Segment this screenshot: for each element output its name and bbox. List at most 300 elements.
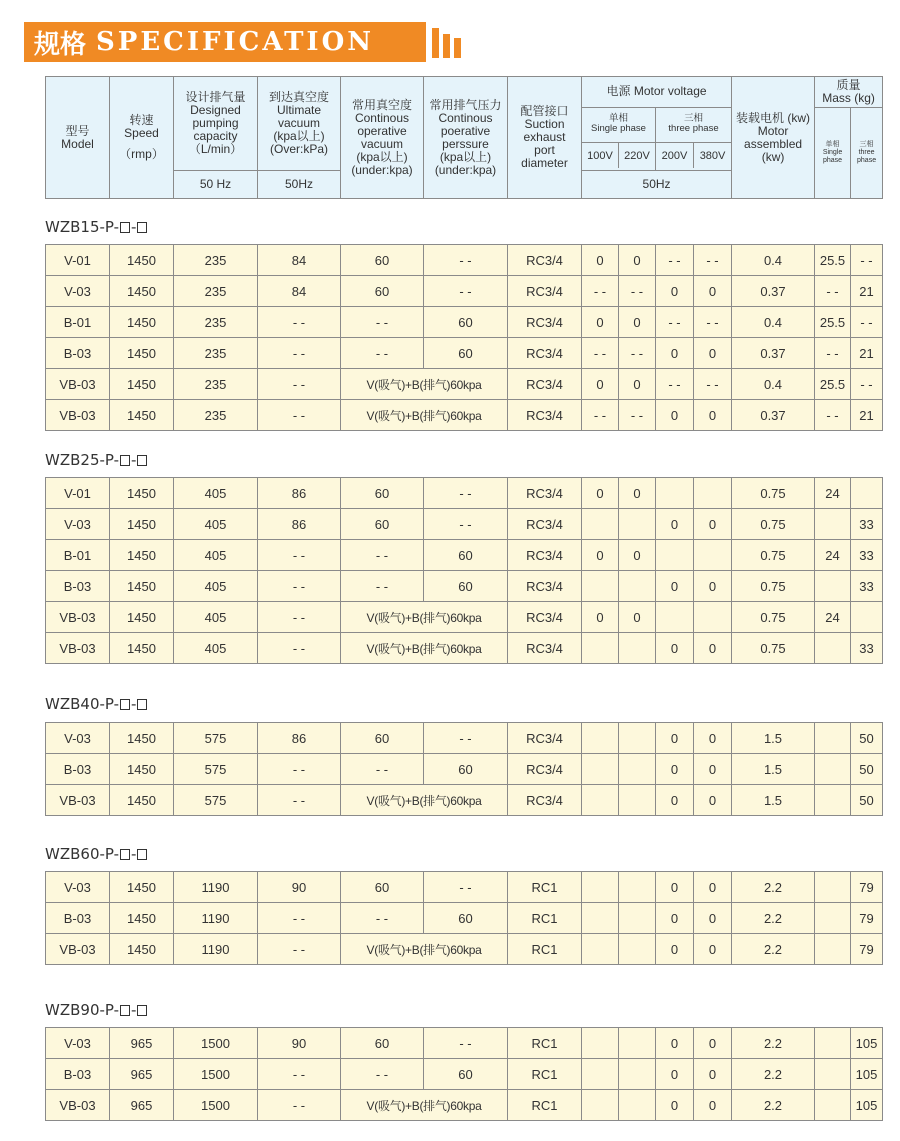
table-cell <box>656 478 694 509</box>
table-cell: 60 <box>341 509 424 540</box>
table-cell <box>582 872 619 903</box>
table-cell: 2.2 <box>732 1090 815 1121</box>
table-cell: 60 <box>341 872 424 903</box>
table-cell: 1500 <box>174 1059 258 1090</box>
title-box <box>24 22 426 62</box>
table-cell: 235 <box>174 400 258 431</box>
table-cell: RC1 <box>508 1090 582 1121</box>
table-cell: V-03 <box>46 872 110 903</box>
table-cell: - - <box>341 307 424 338</box>
table-cell <box>582 785 619 816</box>
table-cell: 0 <box>694 872 732 903</box>
table-cell: 105 <box>851 1059 883 1090</box>
table-cell: 405 <box>174 602 258 633</box>
spec-table <box>45 871 883 965</box>
section-title <box>45 1001 148 1019</box>
placeholder-box-icon <box>137 222 147 233</box>
table-row <box>46 400 883 431</box>
table-cell: 0 <box>694 723 732 754</box>
table-cell: 0.75 <box>732 509 815 540</box>
table-cell: - - <box>341 540 424 571</box>
table-cell: - - <box>341 754 424 785</box>
table-cell: 0 <box>582 245 619 276</box>
table-cell: RC1 <box>508 934 582 965</box>
table-row <box>46 509 883 540</box>
table-row <box>46 369 883 400</box>
table-cell: RC3/4 <box>508 307 582 338</box>
table-cell: 965 <box>110 1090 174 1121</box>
table-cell: VB-03 <box>46 400 110 431</box>
table-cell: V(吸气)+B(排气)60kpa <box>341 785 508 816</box>
spec-table <box>45 722 883 816</box>
table-row <box>46 276 883 307</box>
placeholder-box-icon <box>120 222 130 233</box>
table-cell: - - <box>258 571 341 602</box>
table-cell: 0 <box>582 478 619 509</box>
table-cell <box>815 1059 851 1090</box>
volt-100: 100V <box>582 143 619 168</box>
table-cell: 1500 <box>174 1028 258 1059</box>
table-cell: - - <box>582 400 619 431</box>
section-separator: - <box>131 695 137 713</box>
table-cell: 50 <box>851 723 883 754</box>
table-cell: 0 <box>656 400 694 431</box>
table-cell: 50 <box>851 785 883 816</box>
table-cell: 2.2 <box>732 1028 815 1059</box>
table-cell: VB-03 <box>46 1090 110 1121</box>
table-cell: - - <box>258 934 341 965</box>
table-row <box>46 338 883 369</box>
section-title <box>45 218 148 236</box>
table-cell: 0.37 <box>732 276 815 307</box>
header-three-phase: 三相 three phase 200V 380V <box>656 107 732 170</box>
title-en: SPECIFICATION <box>96 27 375 57</box>
table-cell: - - <box>619 400 656 431</box>
header-mass-three: 三相 three phase <box>851 107 883 199</box>
table-cell: 60 <box>341 276 424 307</box>
table-row <box>46 571 883 602</box>
table-cell: 1450 <box>110 903 174 934</box>
table-row <box>46 307 883 338</box>
section-separator: - <box>131 845 137 863</box>
table-cell: 0 <box>694 509 732 540</box>
table-cell: 0 <box>656 276 694 307</box>
table-cell: 405 <box>174 540 258 571</box>
table-cell: VB-03 <box>46 369 110 400</box>
table-cell: 84 <box>258 245 341 276</box>
table-cell <box>694 478 732 509</box>
volt-380: 380V <box>699 149 726 162</box>
table-cell: - - <box>694 307 732 338</box>
table-cell: V(吸气)+B(排气)60kpa <box>341 1090 508 1121</box>
table-cell: 0 <box>656 1059 694 1090</box>
table-cell: 0.4 <box>732 369 815 400</box>
table-cell: 0.75 <box>732 602 815 633</box>
table-cell: - - <box>656 369 694 400</box>
table-cell <box>815 633 851 664</box>
table-cell: 0 <box>694 400 732 431</box>
table-cell: 1450 <box>110 245 174 276</box>
table-cell: 25.5 <box>815 369 851 400</box>
table-cell <box>815 723 851 754</box>
table-cell: 0 <box>619 602 656 633</box>
table-cell: 0.37 <box>732 400 815 431</box>
table-cell <box>851 602 883 633</box>
table-cell: RC3/4 <box>508 602 582 633</box>
spec-header-table <box>45 76 883 199</box>
section-separator: - <box>131 451 137 469</box>
table-cell: 33 <box>851 633 883 664</box>
table-cell: 965 <box>110 1028 174 1059</box>
table-cell: 1190 <box>174 903 258 934</box>
table-cell: 1450 <box>110 478 174 509</box>
table-cell: - - <box>258 400 341 431</box>
table-cell: 0 <box>656 633 694 664</box>
table-cell <box>694 540 732 571</box>
table-cell <box>619 571 656 602</box>
table-cell: - - <box>656 245 694 276</box>
table-cell: - - <box>424 723 508 754</box>
table-cell: RC3/4 <box>508 509 582 540</box>
table-cell: 0 <box>656 723 694 754</box>
table-cell: 60 <box>424 338 508 369</box>
table-cell: 2.2 <box>732 903 815 934</box>
table-cell: VB-03 <box>46 934 110 965</box>
table-cell: B-01 <box>46 307 110 338</box>
table-cell <box>582 1090 619 1121</box>
table-cell: 0.4 <box>732 245 815 276</box>
table-cell: 1450 <box>110 754 174 785</box>
table-cell: 0 <box>694 785 732 816</box>
title-cn: 规格 <box>34 29 87 60</box>
table-cell: 0 <box>656 338 694 369</box>
table-cell: 60 <box>424 754 508 785</box>
table-cell: 1450 <box>110 307 174 338</box>
section-separator: - <box>131 1001 137 1019</box>
table-cell: V-01 <box>46 478 110 509</box>
table-cell: 0 <box>656 1090 694 1121</box>
table-cell: 21 <box>851 338 883 369</box>
table-cell: - - <box>258 602 341 633</box>
table-cell: 0 <box>619 245 656 276</box>
header-capacity: 设计排气量 Designed pumping capacity （L/min） <box>174 77 258 171</box>
table-cell: 105 <box>851 1028 883 1059</box>
table-row <box>46 903 883 934</box>
header-operative-pressure: 常用排气压力 Continous poerative perssure (kpa以上) (under:kpa) <box>424 77 508 199</box>
table-cell <box>815 509 851 540</box>
header-ultimate-vacuum: 到达真空度 Ultimate vacuum (kpa以上) (Over:kPa) <box>258 77 341 171</box>
table-cell: 0.75 <box>732 540 815 571</box>
table-cell: 79 <box>851 903 883 934</box>
table-cell: 2.2 <box>732 1059 815 1090</box>
table-cell: - - <box>851 307 883 338</box>
table-cell: RC3/4 <box>508 571 582 602</box>
table-cell: RC3/4 <box>508 478 582 509</box>
table-cell: 1.5 <box>732 785 815 816</box>
table-cell: V-03 <box>46 1028 110 1059</box>
table-cell: 1450 <box>110 633 174 664</box>
table-cell: 1450 <box>110 369 174 400</box>
table-row <box>46 245 883 276</box>
table-cell: - - <box>258 540 341 571</box>
table-cell <box>619 872 656 903</box>
table-cell: RC3/4 <box>508 540 582 571</box>
table-row <box>46 1059 883 1090</box>
table-cell <box>815 872 851 903</box>
table-cell: 575 <box>174 785 258 816</box>
table-cell: 0.4 <box>732 307 815 338</box>
table-cell <box>815 1090 851 1121</box>
table-cell: 0 <box>694 1028 732 1059</box>
table-cell: - - <box>694 369 732 400</box>
table-cell: - - <box>341 903 424 934</box>
table-cell: 0 <box>619 540 656 571</box>
table-cell: - - <box>582 276 619 307</box>
table-cell <box>815 754 851 785</box>
table-cell: 405 <box>174 478 258 509</box>
table-cell: 0 <box>694 754 732 785</box>
section-prefix: WZB15-P- <box>45 218 120 236</box>
table-cell: - - <box>341 338 424 369</box>
table-cell: 60 <box>341 1028 424 1059</box>
volt-220: 220V <box>624 149 650 162</box>
table-cell: 1450 <box>110 785 174 816</box>
table-cell: - - <box>619 338 656 369</box>
table-cell: RC3/4 <box>508 400 582 431</box>
table-cell: RC3/4 <box>508 754 582 785</box>
table-row <box>46 540 883 571</box>
table-cell: 235 <box>174 276 258 307</box>
table-cell: 1450 <box>110 338 174 369</box>
table-row <box>46 1028 883 1059</box>
table-row <box>46 754 883 785</box>
table-cell: 0 <box>656 754 694 785</box>
table-cell: 84 <box>258 276 341 307</box>
table-cell: - - <box>619 276 656 307</box>
table-cell: 0 <box>582 307 619 338</box>
table-cell: 25.5 <box>815 307 851 338</box>
table-cell: RC3/4 <box>508 785 582 816</box>
table-cell: 0.75 <box>732 633 815 664</box>
header-mass: 质量 Mass (kg) <box>815 77 883 108</box>
table-cell: 1.5 <box>732 723 815 754</box>
table-cell: RC3/4 <box>508 338 582 369</box>
table-cell: 0 <box>694 571 732 602</box>
table-cell: - - <box>694 245 732 276</box>
placeholder-box-icon <box>137 455 147 466</box>
table-cell: 86 <box>258 723 341 754</box>
table-cell: - - <box>424 872 508 903</box>
ultimate-unit: 50Hz <box>258 170 341 198</box>
table-cell <box>619 723 656 754</box>
table-row <box>46 785 883 816</box>
table-cell: 405 <box>174 633 258 664</box>
table-cell <box>582 633 619 664</box>
spec-table <box>45 1027 883 1121</box>
table-cell <box>656 540 694 571</box>
table-cell: 965 <box>110 1059 174 1090</box>
table-cell: 235 <box>174 307 258 338</box>
accent-bar-3 <box>454 38 461 58</box>
table-cell: 1450 <box>110 872 174 903</box>
table-cell: V(吸气)+B(排气)60kpa <box>341 602 508 633</box>
table-cell: 50 <box>851 754 883 785</box>
table-cell: - - <box>258 785 341 816</box>
placeholder-box-icon <box>120 1005 130 1016</box>
table-cell: - - <box>258 903 341 934</box>
table-cell: B-03 <box>46 1059 110 1090</box>
accent-bar-1 <box>432 28 439 58</box>
table-cell: 60 <box>341 478 424 509</box>
table-cell: 0 <box>694 934 732 965</box>
table-cell: - - <box>424 478 508 509</box>
spec-table <box>45 244 883 431</box>
table-cell: 79 <box>851 872 883 903</box>
table-row <box>46 602 883 633</box>
table-cell <box>815 571 851 602</box>
section-title <box>45 695 148 713</box>
table-cell: 79 <box>851 934 883 965</box>
table-cell: 1190 <box>174 934 258 965</box>
table-cell: RC1 <box>508 1028 582 1059</box>
table-cell: - - <box>341 1059 424 1090</box>
placeholder-box-icon <box>120 849 130 860</box>
table-cell <box>619 633 656 664</box>
table-cell: 24 <box>815 540 851 571</box>
table-cell: - - <box>341 571 424 602</box>
table-cell <box>619 509 656 540</box>
table-cell: 0 <box>694 276 732 307</box>
table-cell: - - <box>258 754 341 785</box>
header-operative-vacuum: 常用真空度 Continous operative vacuum (kpa以上) (under:kpa) <box>341 77 424 199</box>
table-cell: VB-03 <box>46 785 110 816</box>
table-cell: 21 <box>851 276 883 307</box>
header-motor-voltage: 电源 Motor voltage <box>582 77 732 108</box>
table-cell: 0 <box>619 369 656 400</box>
table-cell: - - <box>424 276 508 307</box>
table-cell: 405 <box>174 571 258 602</box>
table-cell: 1190 <box>174 872 258 903</box>
table-cell: 0.37 <box>732 338 815 369</box>
table-cell: 86 <box>258 478 341 509</box>
table-cell: 0 <box>656 903 694 934</box>
table-cell: 0 <box>656 934 694 965</box>
table-cell: 0 <box>656 571 694 602</box>
table-cell: - - <box>258 1059 341 1090</box>
table-cell: V-03 <box>46 509 110 540</box>
table-cell <box>619 785 656 816</box>
header-motor-kw: 装载电机 (kw) Motor assembled (kw) <box>732 77 815 199</box>
table-cell <box>582 571 619 602</box>
table-cell: - - <box>258 338 341 369</box>
table-cell: 60 <box>424 1059 508 1090</box>
table-cell: 21 <box>851 400 883 431</box>
table-cell: 0 <box>694 338 732 369</box>
table-cell: - - <box>815 338 851 369</box>
placeholder-box-icon <box>137 849 147 860</box>
volt-200: 200V <box>656 143 694 168</box>
table-cell: - - <box>424 245 508 276</box>
table-cell: 2.2 <box>732 872 815 903</box>
table-cell <box>619 754 656 785</box>
table-cell: RC3/4 <box>508 245 582 276</box>
table-cell: B-03 <box>46 903 110 934</box>
table-cell: 24 <box>815 602 851 633</box>
table-cell: V(吸气)+B(排气)60kpa <box>341 934 508 965</box>
table-cell: B-03 <box>46 754 110 785</box>
table-cell <box>582 934 619 965</box>
table-cell: 1.5 <box>732 754 815 785</box>
table-cell: 235 <box>174 245 258 276</box>
table-cell <box>619 903 656 934</box>
table-cell: 0 <box>656 509 694 540</box>
table-cell <box>815 903 851 934</box>
table-cell <box>619 1090 656 1121</box>
section-separator: - <box>131 218 137 236</box>
table-cell: - - <box>582 338 619 369</box>
table-cell: 0.75 <box>732 571 815 602</box>
table-cell: 90 <box>258 1028 341 1059</box>
section-prefix: WZB40-P- <box>45 695 120 713</box>
table-cell <box>656 602 694 633</box>
placeholder-box-icon <box>137 699 147 710</box>
spec-table <box>45 477 883 664</box>
table-cell: 1450 <box>110 540 174 571</box>
table-cell: V-01 <box>46 245 110 276</box>
header-model: 型号 Model <box>46 77 110 199</box>
table-cell: 60 <box>341 723 424 754</box>
table-cell: 235 <box>174 338 258 369</box>
table-cell <box>851 478 883 509</box>
table-row <box>46 478 883 509</box>
section-prefix: WZB90-P- <box>45 1001 120 1019</box>
table-row <box>46 872 883 903</box>
table-cell <box>694 602 732 633</box>
table-cell: RC3/4 <box>508 633 582 664</box>
table-cell: VB-03 <box>46 633 110 664</box>
section-title <box>45 845 148 863</box>
table-cell: 405 <box>174 509 258 540</box>
table-cell: 0 <box>582 369 619 400</box>
table-cell: 1450 <box>110 509 174 540</box>
table-cell <box>582 903 619 934</box>
table-cell: 105 <box>851 1090 883 1121</box>
section-prefix: WZB60-P- <box>45 845 120 863</box>
accent-bar-2 <box>443 34 450 58</box>
table-cell: 0 <box>694 1090 732 1121</box>
table-row <box>46 1090 883 1121</box>
table-cell: 1450 <box>110 400 174 431</box>
table-cell: - - <box>851 245 883 276</box>
table-cell: 0 <box>694 1059 732 1090</box>
table-cell: V(吸气)+B(排气)60kpa <box>341 400 508 431</box>
table-cell: 86 <box>258 509 341 540</box>
header-port-diameter: 配管接口 Suction exhaust port diameter <box>508 77 582 199</box>
table-cell: 0 <box>694 903 732 934</box>
table-cell: 0 <box>619 307 656 338</box>
placeholder-box-icon <box>120 699 130 710</box>
table-cell <box>582 754 619 785</box>
table-cell: - - <box>258 307 341 338</box>
table-cell: 1450 <box>110 276 174 307</box>
table-cell: 33 <box>851 509 883 540</box>
table-cell: 60 <box>424 571 508 602</box>
table-cell <box>815 1028 851 1059</box>
table-cell: B-03 <box>46 338 110 369</box>
table-cell <box>815 785 851 816</box>
table-cell: V(吸气)+B(排气)60kpa <box>341 633 508 664</box>
table-cell: RC3/4 <box>508 369 582 400</box>
